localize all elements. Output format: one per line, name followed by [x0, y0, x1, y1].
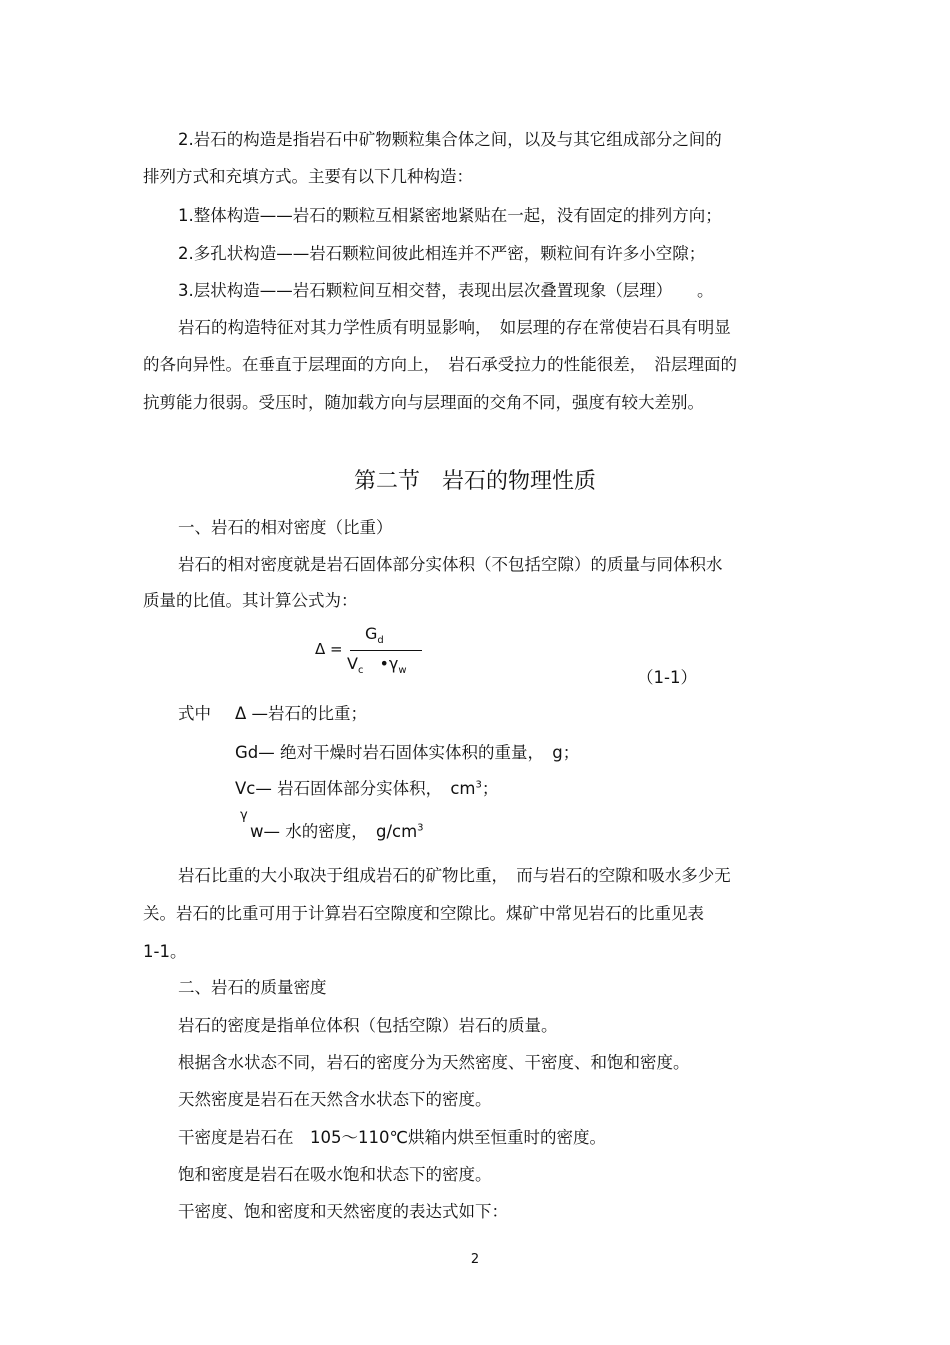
paragraph-line: 2.岩石的构造是指岩石中矿物颗粒集合体之间，以及与其它组成部分之间的 — [178, 130, 722, 149]
section-title: 第二节 岩石的物理性质 — [353, 469, 596, 494]
paragraph-line: 饱和密度是岩石在吸水饱和状态下的密度。 — [178, 1165, 492, 1184]
where-delta: Δ —岩石的比重； — [235, 704, 368, 723]
paragraph-line: 质量的比值。其计算公式为： — [143, 591, 358, 610]
where-label: 式中 — [178, 704, 211, 723]
paragraph-line: 排列方式和充填方式。主要有以下几种构造： — [143, 167, 473, 186]
list-item: 3.层状构造——岩石颗粒间互相交替，表现出层次叠置现象（层理） 。 — [178, 281, 714, 300]
subsection-title: 二、岩石的质量密度 — [178, 978, 327, 997]
paragraph-line: 天然密度是岩石在天然含水状态下的密度。 — [178, 1090, 492, 1109]
paragraph-line: 岩石比重的大小取决于组成岩石的矿物比重， 而与岩石的空隙和吸水多少无 — [178, 866, 731, 885]
list-item: 2.多孔状构造——岩石颗粒间彼此相连并不严密，颗粒间有许多小空隙； — [178, 244, 706, 263]
paragraph-line: 干密度、饱和密度和天然密度的表达式如下： — [178, 1202, 508, 1221]
formula — [315, 624, 425, 682]
paragraph-line: 干密度是岩石在 105～110℃烘箱内烘至恒重时的密度。 — [178, 1128, 607, 1147]
paragraph-line: 1-1。 — [143, 942, 187, 961]
subsection-title: 一、岩石的相对密度（比重） — [178, 518, 393, 537]
paragraph-line: 关。岩石的比重可用于计算岩石空隙度和空隙比。煤矿中常见岩石的比重见表 — [143, 904, 704, 923]
page-number: 2 — [470, 1252, 480, 1267]
formula-denominator: $V_c$ $•\gamma_w$ — [347, 654, 407, 677]
paragraph-line: 岩石的密度是指单位体积（包括空隙）岩石的质量。 — [178, 1016, 558, 1035]
where-gd: Gd— 绝对干燥时岩石固体实体积的重量， g； — [235, 743, 580, 762]
where-vc: Vc— 岩石固体部分实体积， $cm^3$； — [235, 779, 499, 798]
formula-numerator: $G_d$ — [365, 624, 384, 647]
formula-lhs: Δ = — [315, 640, 343, 658]
where-gamma: w— 水的密度， $g/cm^3$ — [250, 822, 424, 841]
paragraph-line: 抗剪能力很弱。受压时，随加载方向与层理面的交角不同，强度有较大差别。 — [143, 393, 704, 412]
paragraph-line: 根据含水状态不同，岩石的密度分为天然密度、干密度、和饱和密度。 — [178, 1053, 690, 1072]
gamma-symbol: γ — [240, 808, 248, 823]
paragraph-line: 岩石的构造特征对其力学性质有明显影响， 如层理的存在常使岩石具有明显 — [178, 318, 731, 337]
fraction-bar — [350, 650, 422, 651]
list-item: 1.整体构造——岩石的颗粒互相紧密地紧贴在一起，没有固定的排列方向； — [178, 206, 722, 225]
equation-number: （1-1） — [637, 668, 697, 687]
paragraph-line: 的各向异性。在垂直于层理面的方向上， 岩石承受拉力的性能很差， 沿层理面的 — [143, 355, 737, 374]
paragraph-line: 岩石的相对密度就是岩石固体部分实体积（不包括空隙）的质量与同体积水 — [178, 555, 723, 574]
